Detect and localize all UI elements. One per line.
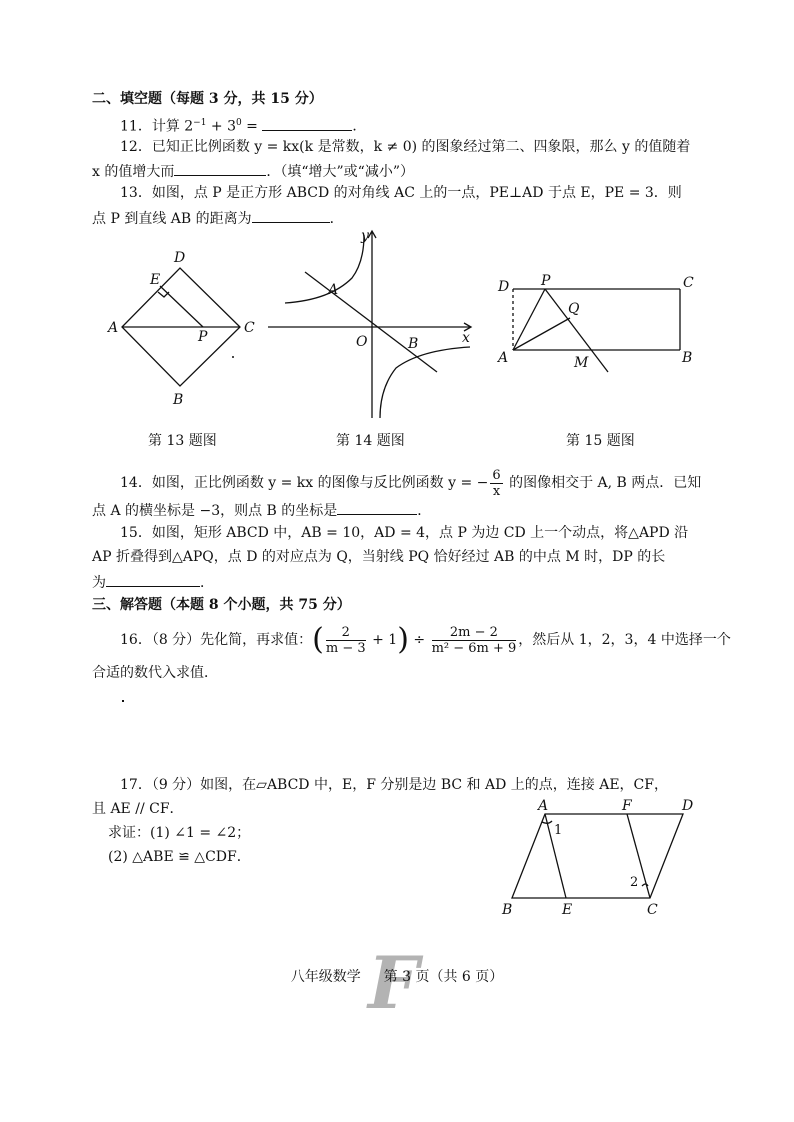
q11-exp2: 0 xyxy=(236,118,242,128)
q16-plus: + 1 xyxy=(367,632,398,648)
figure-14 xyxy=(268,228,471,418)
fig17-label-C: C xyxy=(647,902,658,918)
question-13-line1: 13．如图，点 P 是正方形 ABCD 的对角线 AC 上的一点，PE⊥AD 于点 E，PE = 3．则 xyxy=(120,185,682,201)
fig15-label-P: P xyxy=(541,273,551,289)
fig15-label-D: D xyxy=(498,279,510,295)
figure-13 xyxy=(106,250,255,408)
q14-line2-prefix: 点 A 的横坐标是 −3，则点 B 的坐标是 xyxy=(92,503,338,519)
fig14-label-B: B xyxy=(408,336,419,352)
q14-prefix: 14．如图，正比例函数 y = kx 的图像与反比例函数 y = − xyxy=(120,475,489,491)
fig13-label-E: E xyxy=(150,272,161,288)
question-15-line1: 15．如图，矩形 ABCD 中，AB = 10，AD = 4，点 P 为边 CD 上一个动点，将△APD 沿 xyxy=(120,525,689,541)
fig17-label-D: D xyxy=(682,798,694,814)
fig15-label-B: B xyxy=(682,350,693,366)
figures-13-15 xyxy=(0,0,794,460)
stray-dot xyxy=(122,700,124,702)
question-16-line1: 16．（8 分）先化简，再求值：( $\frac{2}{m - 3}$ + 1) ÷ $\frac{2m - 2}{\text{m² − 6m + 9}}$ ，然后从 1，2，3，4 中选择一个 xyxy=(120,622,731,657)
fig15-label-C: C xyxy=(683,275,694,291)
q16-prefix: 16．（8 分）先化简，再求值： xyxy=(120,632,313,648)
fig14-label-y: y xyxy=(361,228,369,244)
fig13-label-D: D xyxy=(174,250,186,266)
q16-f2-num: 2m − 2 xyxy=(432,625,517,641)
fig15-label-A: A xyxy=(498,350,509,366)
q14-fraction xyxy=(490,468,502,499)
q11-suffix: = xyxy=(241,118,263,135)
fig17-label-B: B xyxy=(502,902,513,918)
q13-line2-prefix: 点 P 到直线 AB 的距离为 xyxy=(92,211,252,227)
footer-subject: 八年级数学 xyxy=(290,969,361,985)
fig15-label-M: M xyxy=(574,355,589,371)
page-footer xyxy=(0,966,794,986)
question-16-line2: 合适的数代入求值． xyxy=(92,665,218,681)
fig14-label-O: O xyxy=(356,334,368,350)
q16-fraction-2 xyxy=(432,625,517,656)
q11-end: ． xyxy=(352,118,367,135)
fig17-label-A: A xyxy=(538,798,549,814)
q16-fraction-1 xyxy=(326,625,366,656)
q11-mid: + 3 xyxy=(206,118,236,135)
caption-figure-13: 第 13 题图 xyxy=(148,433,217,449)
fig15-label-Q: Q xyxy=(568,301,580,317)
question-17-line3: 求证：(1) ∠1 = ∠2； xyxy=(108,825,251,841)
section-3-title: 三、解答题（本题 8 个小题，共 75 分） xyxy=(92,597,351,613)
fig14-label-x: x xyxy=(462,330,470,346)
figure-17 xyxy=(490,790,710,930)
fig13-label-B: B xyxy=(173,392,184,408)
q13-line2-suffix: ． xyxy=(329,211,344,227)
fig17-label-2: 2 xyxy=(630,875,639,890)
watermark-logo-F: F xyxy=(368,940,420,1025)
question-17-line4: (2) △ABE ≌ △CDF． xyxy=(108,849,251,865)
fig13-label-C: C xyxy=(244,320,255,336)
q14-suffix: 的图像相交于 A, B 两点．已知 xyxy=(504,475,702,491)
fig14-label-A: A xyxy=(328,282,339,298)
question-12-line1: 12．已知正比例函数 y = kx(k 是常数，k ≠ 0) 的图象经过第二、四象限，那么 y 的值随着 xyxy=(120,139,691,155)
q15-line3-suffix: ． xyxy=(200,575,214,591)
q16-suffix: ，然后从 1，2，3，4 中选择一个 xyxy=(518,632,731,648)
question-17-line1: 17．（9 分）如图，在▱ABCD 中，E，F 分别是边 BC 和 AD 上的点，连接 AE，CF， xyxy=(120,777,668,793)
fig13-label-A: A xyxy=(108,320,119,336)
q16-f1-num: 2 xyxy=(326,625,366,641)
q16-f1-den: m − 3 xyxy=(325,640,366,656)
question-17-line2: 且 AE // CF． xyxy=(92,801,184,817)
q11-exp1: −1 xyxy=(193,118,207,128)
q11-prefix: 11．计算 2 xyxy=(120,118,194,135)
q15-line3-prefix: 为 xyxy=(92,575,106,591)
question-14-line1 xyxy=(120,466,701,500)
fig17-label-E: E xyxy=(562,902,573,918)
q12-line2-suffix: ．（填“增大”或“减小”） xyxy=(266,164,414,180)
fig13-label-P: P xyxy=(198,329,208,345)
question-15-line2: AP 折叠得到△APQ，点 D 的对应点为 Q，当射线 PQ 恰好经过 AB 的中点 M 时，DP 的长 xyxy=(92,549,666,565)
q14-frac-num: 6 xyxy=(492,467,501,483)
q12-line2-prefix: x 的值增大而 xyxy=(92,164,175,180)
answer-blank-15[interactable] xyxy=(106,572,200,587)
q14-frac-den: x xyxy=(492,483,501,499)
footer-page-number: 第 3 页（共 6 页） xyxy=(383,969,504,985)
caption-figure-15: 第 15 题图 xyxy=(566,433,635,449)
answer-blank-14[interactable] xyxy=(337,500,417,515)
fig17-label-1: 1 xyxy=(554,823,563,838)
figure-15 xyxy=(496,273,694,372)
fig17-label-F: F xyxy=(622,798,632,814)
caption-figure-14: 第 14 题图 xyxy=(336,433,405,449)
section-2-title: 二、填空题（每题 3 分，共 15 分） xyxy=(92,91,323,107)
q14-line2-suffix: ． xyxy=(417,503,432,519)
q16-div: ÷ xyxy=(408,632,430,648)
question-15-line3 xyxy=(92,572,214,592)
question-14-line2 xyxy=(92,500,431,520)
q16-f2-den: m² − 6m + 9 xyxy=(431,640,517,656)
